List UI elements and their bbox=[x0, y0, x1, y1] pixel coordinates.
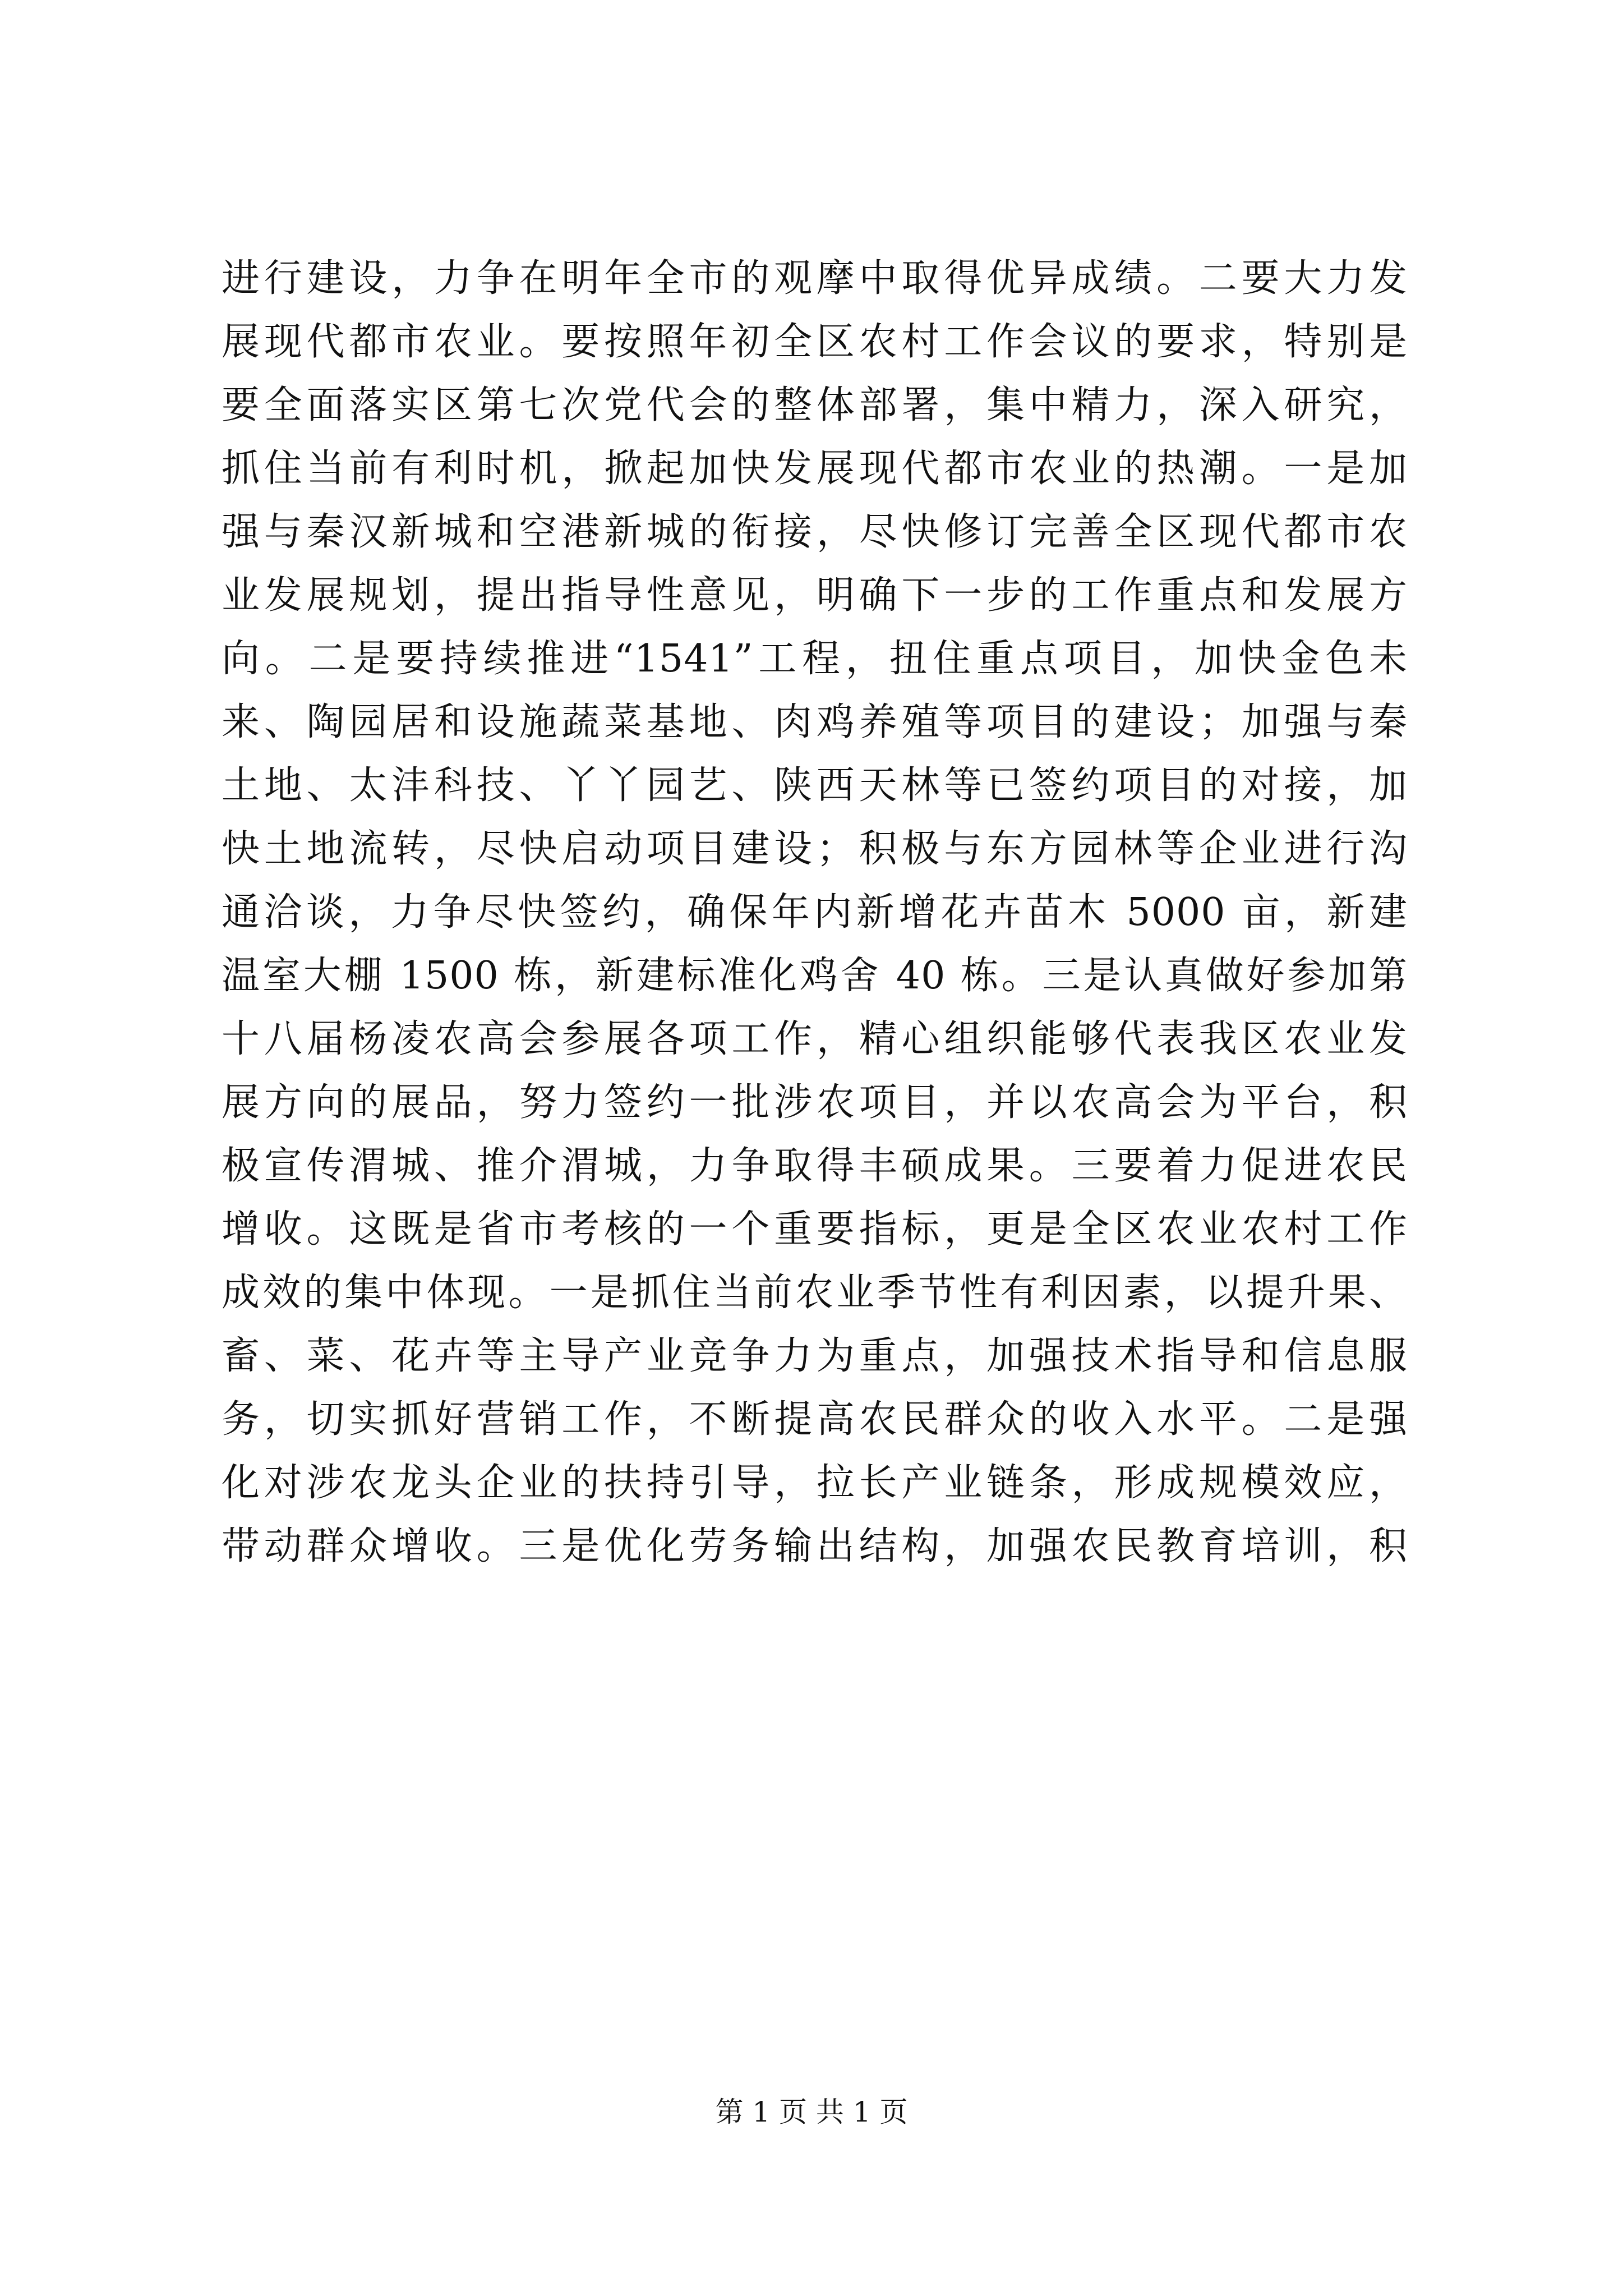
text-line: 畜、菜、花卉等主导产业竞争力为重点，加强技术指导和信息服 bbox=[222, 1334, 1408, 1378]
text-line: 强与秦汉新城和空港新城的衔接，尽快修订完善全区现代都市农 bbox=[222, 510, 1408, 554]
text-line: 来、陶园居和设施蔬菜基地、肉鸡养殖等项目的建设；加强与秦 bbox=[222, 700, 1408, 744]
text-line: 极宣传渭城、推介渭城，力争取得丰硕成果。三要着力促进农民 bbox=[222, 1144, 1408, 1188]
text-line: 抓住当前有利时机，掀起加快发展现代都市农业的热潮。一是加 bbox=[222, 447, 1408, 491]
text-line: 要全面落实区第七次党代会的整体部署，集中精力，深入研究， bbox=[222, 383, 1408, 427]
text-line: 带动群众增收。三是优化劳务输出结构，加强农民教育培训，积 bbox=[222, 1524, 1408, 1568]
text-line: 务，切实抓好营销工作，不断提高农民群众的收入水平。二是强 bbox=[222, 1397, 1408, 1442]
page-footer: 第 1 页 共 1 页 bbox=[715, 2096, 908, 2128]
text-line: 增收。这既是省市考核的一个重要指标，更是全区农业农村工作 bbox=[222, 1207, 1408, 1251]
text-line: 通洽谈，力争尽快签约，确保年内新增花卉苗木 5000 亩，新建 bbox=[222, 890, 1408, 935]
text-line: 展现代都市农业。要按照年初全区农村工作会议的要求，特别是 bbox=[222, 320, 1408, 364]
text-line: 土地、太沣科技、丫丫园艺、陕西天林等已签约项目的对接，加 bbox=[222, 763, 1408, 808]
text-line: 化对涉农龙头企业的扶持引导，拉长产业链条，形成规模效应， bbox=[222, 1461, 1408, 1505]
text-line: 十八届杨凌农高会参展各项工作，精心组织能够代表我区农业发 bbox=[222, 1017, 1408, 1061]
text-line: 进行建设，力争在明年全市的观摩中取得优异成绩。二要大力发 bbox=[222, 256, 1408, 301]
text-line: 成效的集中体现。一是抓住当前农业季节性有利因素，以提升果、 bbox=[222, 1271, 1408, 1315]
text-line: 展方向的展品，努力签约一批涉农项目，并以农高会为平台，积 bbox=[222, 1080, 1408, 1125]
text-line: 快土地流转，尽快启动项目建设；积极与东方园林等企业进行沟 bbox=[222, 827, 1408, 871]
text-line: 向。二是要持续推进“1541”工程，扭住重点项目，加快金色未 bbox=[222, 637, 1408, 681]
text-line: 业发展规划，提出指导性意见，明确下一步的工作重点和发展方 bbox=[222, 573, 1408, 618]
body-text bbox=[222, 247, 1408, 1578]
text-line: 温室大棚 1500 栋，新建标准化鸡舍 40 栋。三是认真做好参加第 bbox=[222, 954, 1408, 998]
